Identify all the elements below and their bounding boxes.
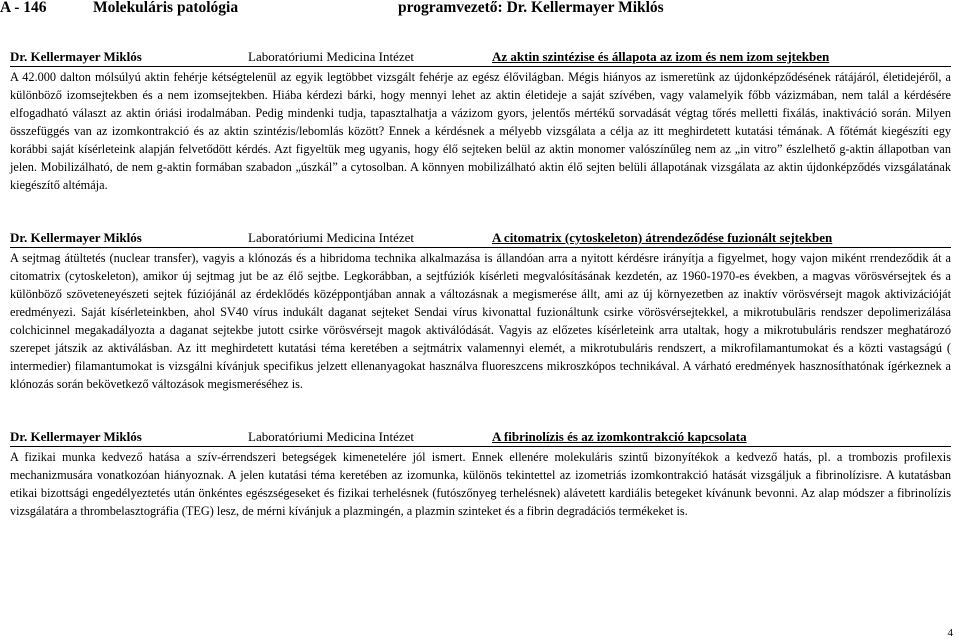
topic-leader: Dr. Kellermayer Miklós [10,49,142,64]
topic-header [10,229,951,248]
page-number: 4 [947,627,953,639]
topic-description: A fizikai munka kedvező hatása a szív-érrendszeri betegségek kimenetelére jól ismert. Ennek ellenére molekuláris szintű bizonyítékok a kedvező hatás, pl. a trombozis profilexis mechanizmusára vonatkozóan hiányoznak. A jelen kutatási téma keretében az izomunka, különös tekintettel az izometriás izomkontrakció hatását vizsgáljuk a fibrinolízisre. A kutatásban etikai bizottsági engedélyeztetés után önkéntes egészségeseket és fizikai terhelésnek (futószőnyeg terhelésnek) alávetett kardiális betegeket kívánunk bevonni. Az alap módszer a fibrinolízis vizsgálatára a thrombelasztográfia (TEG) lesz, de mérni kívánjuk a plazmingén, a plazmin szinteket és a fibrin degradációs termékeket is. [10,450,951,518]
topic-header [10,48,951,67]
topic-institute: Laboratóriumi Medicina Intézet [248,49,415,64]
topic-description: A sejtmag átültetés (nuclear transfer), vagyis a klónozás és a hibridoma technika alkalmazása is állandóan arra a nyitott kérdésre irányítja a figyelmet, hogy vajon miként rrendeződik át a citomatrix (cytoskeleton), amikor új sejtmag jut be az élő sejtbe. Legkorábban, a sejtfúziók kísérleti megvalósításának kezdetén, az 1960-1970-es években, a magvas vörösvérsejtek és a különböző szöveteneyészeti sejtek fúziójánál az érdeklődés középpontjában annak a változásnak a megismerése állt, ami az új környezetben az inaktív vörösvérsejt magok aktivizációját eredményezi. Saját kísérleteinkben, ahol SV40 vírus indukált daganat sejteket Sendai vírus kivonattal fuzionáltunk csirke vörösvérsejtekkel, a mikrotubulāris rendszer depolimerizálása colchicinnel megakadályozta a daganat sejtekbe jutott csirke vörösvérsejt magok aktiválódását. Vagyis az előzetes kísérleteink arra utaltak, hogy a mikrotubuláris rendszer meghatározó szerepet játszik az aktiválásban. Az itt meghirdetett kutatási téma keretében a sejtmátrix valamennyi elemét, a mikrotubuláris rendszert, a mikrofilamantumokat és a közti vastagságú ( intermedier) filamantumokat is vizsgálni kívánjuk specifikus jelzett ellenanyagokat használva fluoreszcens mikroszkópos technikával. A várható eredmények hasznosíthatónak ígérkeznek a klónozás során bekövetkező változások megismeréséhez is. [10,251,951,391]
topic-leader: Dr. Kellermayer Miklós [10,429,142,444]
topic-block [10,229,951,393]
topic-description: A 42.000 dalton mólsúlyú aktin fehérje kétségtelenül az egyik legtöbbet vizsgált fehérje az egész élővilágban. Mégis hiányos az ismeretünk az újdonképződésének rátájáról, életidejéről, a különböző izomsejtekben és a nem izomsejtekben. Hiába kérdezi bárki, hogy mennyi lehet az aktin életideje a saját szívében, vagy valamelyik főbb vázizmában, nem talál a kérdésére elfogadható választ az aktin óriási irodalmában. Pedig mindenki tudja, tapasztalhatja a vázizom gyors, jelentős mértékű sorvadását végtag tőrés melletti fixálás, inaktiváció során. Milyen összefüggés van az izomkontrakció és az aktin szintézis/lebomlás között? Ennek a kérdésnek a mélyebb vizsgálata a célja az itt meghirdetett kutatási témának. A főtémát kiegészíti egy korábbi saját kísérleteink alapján felvetődött kérdés. Azt figyeltük meg ugyanis, hogy élő sejteken belül az aktin monomer valószínűleg nem az „in vitro” észlelhető g-aktin állapotban van jelen. Mobilizálható, de nem g-aktin formában szabadon „úszkál” a cytosolban. A könnyen mobilizálható aktin élő sejten belüli állapotának vizsgálata az aktin újdonképződés vizsgálatának kiegészítő altémája. [10,70,951,192]
program-leader: programvezető: Dr. Kellermayer Miklós [398,0,664,16]
topic-institute: Laboratóriumi Medicina Intézet [248,429,415,444]
topic-institute: Laboratóriumi Medicina Intézet [248,230,415,245]
topic-block [10,428,951,520]
topic-header [10,428,951,447]
topic-title: Az aktin szintézise és állapota az izom és nem izom sejtekben [492,49,830,64]
topic-title: A citomatrix (cytoskeleton) átrendeződése fuzionált sejtekben [492,230,833,245]
topic-leader: Dr. Kellermayer Miklós [10,230,142,245]
topic-title: A fibrinolízis és az izomkontrakció kapcsolata [492,429,747,444]
program-code: A - 146 [0,0,47,16]
page-header [0,0,959,20]
topic-block [10,48,951,194]
program-title: Molekuláris patológia [93,0,239,16]
